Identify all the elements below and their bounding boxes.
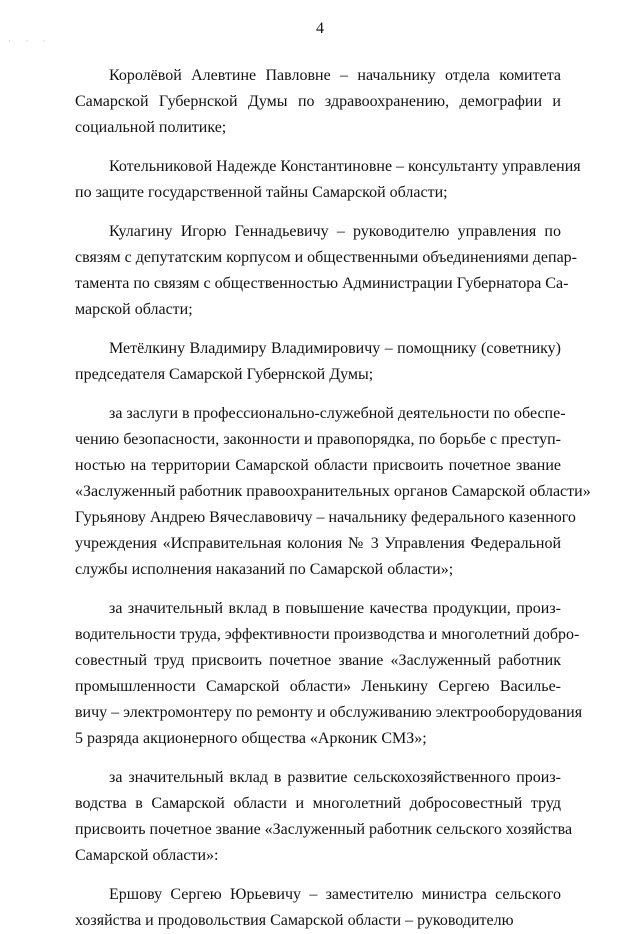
text-line: социальной политике;	[75, 119, 227, 136]
text-line: 5 разряда акционерного общества «Арконик СМЗ»;	[75, 730, 427, 747]
text-line: ностью на территории Самарской области присвоить почетное звание	[75, 457, 561, 474]
page-number: 4	[316, 20, 324, 37]
paragraph-ershov	[75, 882, 561, 934]
paragraph-industry	[75, 596, 583, 752]
text-line: председателя Самарской Губернской Думы;	[75, 366, 374, 383]
text-line: связям с депутатским корпусом и общественными объединениями депар-	[75, 249, 578, 266]
text-line: Самарской Губернской Думы по здравоохранению, демографии и	[75, 93, 561, 110]
text-line: совестный труд присвоить почетное звание «Заслуженный работник	[75, 652, 561, 669]
text-line: по защите государственной тайны Самарской области;	[75, 184, 448, 201]
paragraph-spacer	[75, 869, 561, 882]
text-line: Гурьянову Андрею Вячеславовичу – начальнику федерального казенного	[75, 509, 576, 526]
text-line: тамента по связям с общественностью Администрации Губернатора Са-	[75, 275, 569, 292]
paragraph-spacer	[75, 141, 561, 154]
paragraph-law-enforcement	[75, 401, 591, 583]
text-line: за заслуги в профессионально-служебной деятельности по обеспе-	[109, 405, 566, 422]
paragraph-spacer	[75, 206, 561, 219]
text-line: марской области;	[75, 301, 193, 318]
text-line: водительности труда, эффективности производства и многолетний добро-	[75, 626, 580, 643]
paragraph-kulagin	[75, 219, 578, 323]
paragraph-spacer	[75, 752, 561, 765]
text-line: присвоить почетное звание «Заслуженный работник сельского хозяйства	[75, 821, 573, 838]
text-line: промышленности Самарской области» Ленькину Сергею Василье-	[75, 678, 561, 695]
paragraph-koroleva	[75, 63, 561, 141]
text-line: чению безопасности, законности и правопорядка, по борьбе с преступ-	[75, 431, 561, 448]
text-line: хозяйства и продовольствия Самарской области – руководителю	[75, 912, 514, 929]
paragraph-metelkin	[75, 336, 561, 388]
paragraph-kotelnikova	[75, 154, 581, 206]
paragraph-spacer	[75, 583, 561, 596]
text-line: Ершову Сергею Юрьевичу – заместителю министра сельского	[109, 886, 561, 903]
text-line: Самарской области»:	[75, 847, 219, 864]
paragraph-agriculture	[75, 765, 573, 869]
text-line: водства в Самарской области и многолетний добросовестный труд	[75, 795, 561, 812]
text-line: Метёлкину Владимиру Владимировичу – помощнику (советнику)	[109, 340, 561, 357]
text-line: Королёвой Алевтине Павловне – начальнику отдела комитета	[109, 67, 561, 84]
text-line: службы исполнения наказаний по Самарской области»;	[75, 561, 454, 578]
text-line: за значительный вклад в развитие сельскохозяйственного произ-	[109, 769, 561, 786]
document-body	[75, 63, 591, 934]
text-line: Кулагину Игорю Геннадьевичу – руководителю управления по	[109, 223, 561, 240]
paragraph-spacer	[75, 388, 561, 401]
paragraph-spacer	[75, 323, 561, 336]
text-line: «Заслуженный работник правоохранительных органов Самарской области»	[75, 483, 591, 500]
text-line: учреждения «Исправительная колония № 3 Управления Федеральной	[75, 535, 561, 552]
scan-artifact-marks: ⋅ ⋅ ⋅	[8, 36, 52, 46]
text-line: Котельниковой Надежде Константиновне – консультанту управления	[109, 158, 581, 175]
text-line: вичу – электромонтеру по ремонту и обслуживанию электрооборудования	[75, 704, 583, 721]
text-line: за значительный вклад в повышение качества продукции, произ-	[109, 600, 561, 617]
